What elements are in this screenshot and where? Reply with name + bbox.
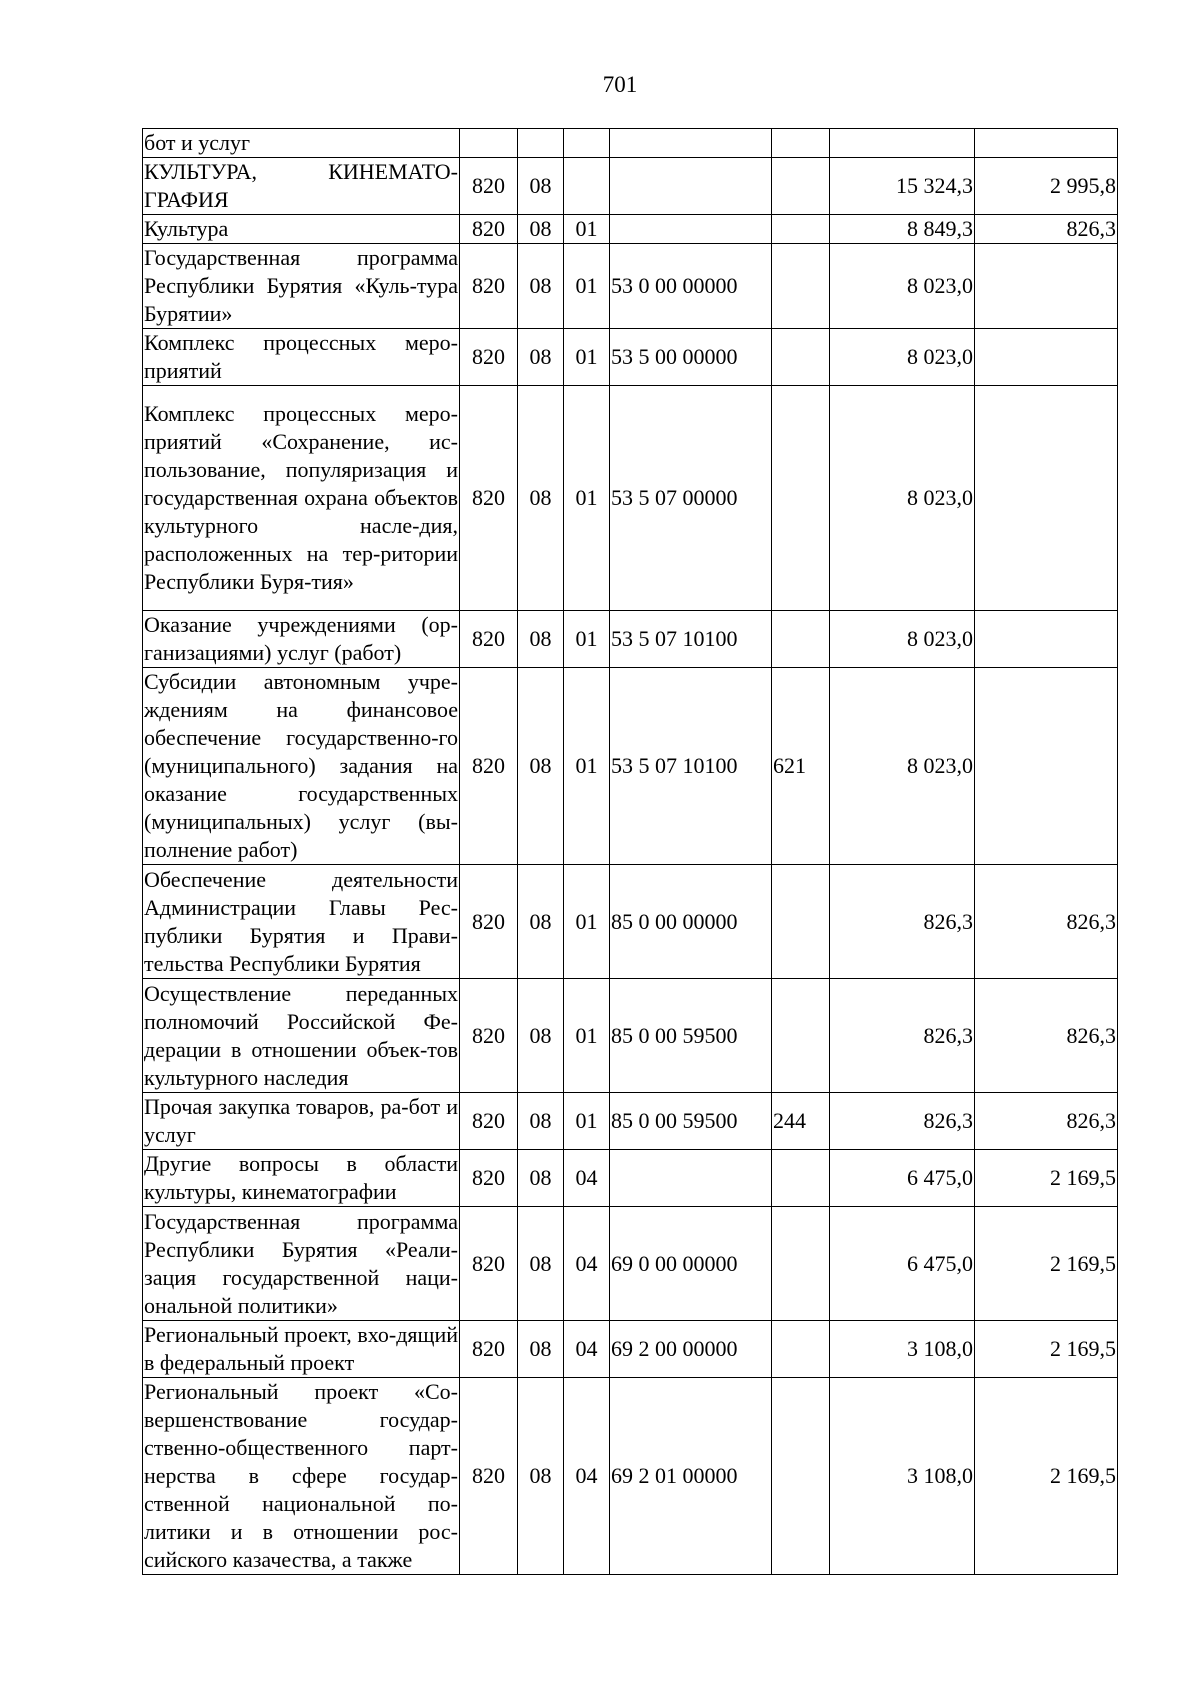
subsection-code: 04 — [564, 1207, 610, 1321]
target-article-code: 85 0 00 59500 — [610, 1093, 772, 1150]
amount-total: 15 324,3 — [830, 158, 975, 215]
section-code: 08 — [518, 1207, 564, 1321]
row-name: Региональный проект, вхо-дящий в федеральный проект — [143, 1321, 460, 1378]
amount-total: 826,3 — [830, 1093, 975, 1150]
table-row — [143, 1207, 1118, 1321]
table-row — [143, 244, 1118, 329]
expense-type-code — [772, 611, 830, 668]
grbs-code: 820 — [460, 668, 518, 865]
row-name: Комплекс процессных меро-приятий «Сохранение, ис-пользование, популяризация и государственная охрана объектов культурного насле-дия, расположенных на тер-ритории Республики Буря-тия» — [143, 386, 460, 611]
table-row — [143, 386, 1118, 611]
amount-secondary: 2 169,5 — [975, 1378, 1118, 1575]
expense-type-code — [772, 1321, 830, 1378]
section-code: 08 — [518, 158, 564, 215]
target-article-code — [610, 215, 772, 244]
expense-type-code — [772, 244, 830, 329]
amount-secondary: 2 169,5 — [975, 1150, 1118, 1207]
expense-type-code — [772, 865, 830, 979]
row-name: Другие вопросы в области культуры, кинематографии — [143, 1150, 460, 1207]
grbs-code: 820 — [460, 329, 518, 386]
target-article-code: 53 5 00 00000 — [610, 329, 772, 386]
section-code: 08 — [518, 668, 564, 865]
amount-secondary: 826,3 — [975, 1093, 1118, 1150]
expense-type-code — [772, 215, 830, 244]
subsection-code: 01 — [564, 865, 610, 979]
grbs-code: 820 — [460, 1321, 518, 1378]
subsection-code: 01 — [564, 329, 610, 386]
table-row — [143, 1150, 1118, 1207]
amount-secondary: 2 169,5 — [975, 1321, 1118, 1378]
table-row — [143, 1321, 1118, 1378]
table-row — [143, 611, 1118, 668]
row-name: КУЛЬТУРА, КИНЕМАТО-ГРАФИЯ — [143, 158, 460, 215]
amount-total: 826,3 — [830, 979, 975, 1093]
amount-secondary — [975, 668, 1118, 865]
table-row — [143, 1378, 1118, 1575]
subsection-code: 01 — [564, 215, 610, 244]
amount-secondary — [975, 386, 1118, 611]
subsection-code: 01 — [564, 611, 610, 668]
table-row — [143, 215, 1118, 244]
row-name: Государственная программа Республики Бурятия «Реали-зация государственной наци-ональной политики» — [143, 1207, 460, 1321]
subsection-code: 04 — [564, 1150, 610, 1207]
amount-total — [830, 129, 975, 158]
target-article-code: 85 0 00 59500 — [610, 979, 772, 1093]
amount-secondary — [975, 244, 1118, 329]
expense-type-code — [772, 129, 830, 158]
subsection-code: 01 — [564, 386, 610, 611]
amount-secondary — [975, 329, 1118, 386]
section-code: 08 — [518, 1093, 564, 1150]
row-name: Оказание учреждениями (ор-ганизациями) услуг (работ) — [143, 611, 460, 668]
amount-secondary — [975, 129, 1118, 158]
amount-total: 6 475,0 — [830, 1207, 975, 1321]
expense-type-code — [772, 979, 830, 1093]
section-code — [518, 129, 564, 158]
grbs-code — [460, 129, 518, 158]
target-article-code: 53 5 07 10100 — [610, 611, 772, 668]
section-code: 08 — [518, 1321, 564, 1378]
subsection-code: 01 — [564, 244, 610, 329]
subsection-code: 01 — [564, 1093, 610, 1150]
table-row — [143, 865, 1118, 979]
grbs-code: 820 — [460, 215, 518, 244]
amount-total: 826,3 — [830, 865, 975, 979]
table-row — [143, 668, 1118, 865]
table-row — [143, 329, 1118, 386]
section-code: 08 — [518, 215, 564, 244]
grbs-code: 820 — [460, 979, 518, 1093]
grbs-code: 820 — [460, 1378, 518, 1575]
target-article-code — [610, 158, 772, 215]
amount-secondary: 826,3 — [975, 865, 1118, 979]
expense-type-code — [772, 386, 830, 611]
table-row — [143, 979, 1118, 1093]
amount-total: 8 023,0 — [830, 668, 975, 865]
subsection-code — [564, 129, 610, 158]
amount-secondary — [975, 611, 1118, 668]
target-article-code: 85 0 00 00000 — [610, 865, 772, 979]
amount-total: 8 023,0 — [830, 611, 975, 668]
amount-total: 8 023,0 — [830, 244, 975, 329]
subsection-code — [564, 158, 610, 215]
table-row — [143, 158, 1118, 215]
section-code: 08 — [518, 865, 564, 979]
subsection-code: 04 — [564, 1378, 610, 1575]
section-code: 08 — [518, 386, 564, 611]
expense-type-code — [772, 329, 830, 386]
amount-secondary: 2 169,5 — [975, 1207, 1118, 1321]
budget-table — [142, 128, 1118, 1575]
expense-type-code — [772, 1150, 830, 1207]
amount-total: 8 849,3 — [830, 215, 975, 244]
amount-total: 6 475,0 — [830, 1150, 975, 1207]
subsection-code: 01 — [564, 668, 610, 865]
row-name: Осуществление переданных полномочий Российской Фе-дерации в отношении объек-тов культурного наследия — [143, 979, 460, 1093]
expense-type-code — [772, 1378, 830, 1575]
section-code: 08 — [518, 329, 564, 386]
row-name: Культура — [143, 215, 460, 244]
target-article-code: 69 2 00 00000 — [610, 1321, 772, 1378]
row-name: Комплекс процессных меро-приятий — [143, 329, 460, 386]
target-article-code — [610, 1150, 772, 1207]
table-row — [143, 129, 1118, 158]
expense-type-code — [772, 158, 830, 215]
target-article-code: 69 0 00 00000 — [610, 1207, 772, 1321]
amount-total: 3 108,0 — [830, 1321, 975, 1378]
row-name: Региональный проект «Со-вершенствование государ-ственно-общественного парт-нерства в сфере государ-ственной национальной по-литики и в отношении рос-сийского казачества, а также — [143, 1378, 460, 1575]
grbs-code: 820 — [460, 611, 518, 668]
amount-secondary: 826,3 — [975, 979, 1118, 1093]
target-article-code — [610, 129, 772, 158]
row-name: Субсидии автономным учре-ждениям на финансовое обеспечение государственно-го (муниципального) задания на оказание государственных (муниципальных) услуг (вы-полнение работ) — [143, 668, 460, 865]
expense-type-code: 621 — [772, 668, 830, 865]
target-article-code: 53 5 07 10100 — [610, 668, 772, 865]
grbs-code: 820 — [460, 1150, 518, 1207]
grbs-code: 820 — [460, 1093, 518, 1150]
target-article-code: 53 0 00 00000 — [610, 244, 772, 329]
grbs-code: 820 — [460, 244, 518, 329]
expense-type-code — [772, 1207, 830, 1321]
section-code: 08 — [518, 244, 564, 329]
section-code: 08 — [518, 979, 564, 1093]
amount-total: 8 023,0 — [830, 329, 975, 386]
subsection-code: 04 — [564, 1321, 610, 1378]
section-code: 08 — [518, 1378, 564, 1575]
target-article-code: 69 2 01 00000 — [610, 1378, 772, 1575]
table-row — [143, 1093, 1118, 1150]
grbs-code: 820 — [460, 386, 518, 611]
amount-secondary: 2 995,8 — [975, 158, 1118, 215]
section-code: 08 — [518, 611, 564, 668]
amount-total: 3 108,0 — [830, 1378, 975, 1575]
table-body — [143, 129, 1118, 1575]
grbs-code: 820 — [460, 865, 518, 979]
target-article-code: 53 5 07 00000 — [610, 386, 772, 611]
page-number: 701 — [602, 72, 638, 97]
row-name: Обеспечение деятельности Администрации Главы Рес-публики Бурятия и Прави-тельства Республики Бурятия — [143, 865, 460, 979]
grbs-code: 820 — [460, 1207, 518, 1321]
row-name: бот и услуг — [143, 129, 460, 158]
expense-type-code: 244 — [772, 1093, 830, 1150]
section-code: 08 — [518, 1150, 564, 1207]
subsection-code: 01 — [564, 979, 610, 1093]
row-name: Государственная программа Республики Бурятия «Куль-тура Бурятии» — [143, 244, 460, 329]
row-name: Прочая закупка товаров, ра-бот и услуг — [143, 1093, 460, 1150]
amount-secondary: 826,3 — [975, 215, 1118, 244]
grbs-code: 820 — [460, 158, 518, 215]
amount-total: 8 023,0 — [830, 386, 975, 611]
